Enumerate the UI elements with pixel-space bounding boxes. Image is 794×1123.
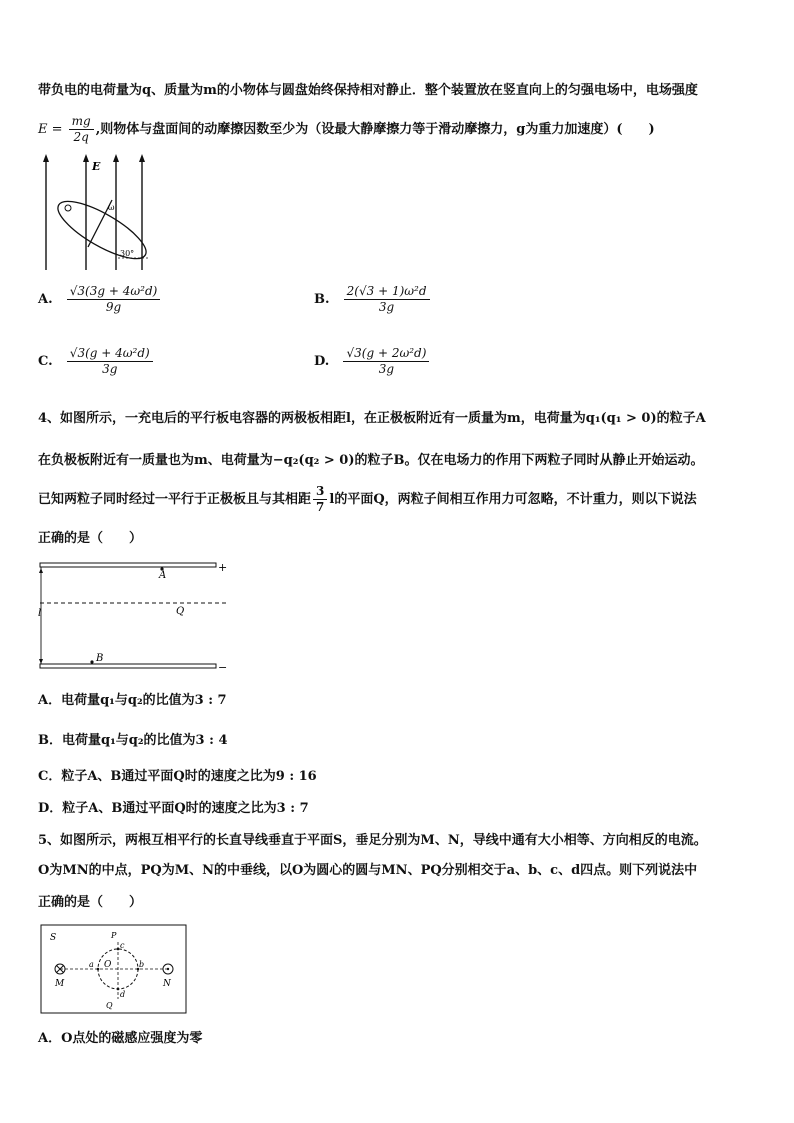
wire-out-of-page-icon (163, 964, 173, 974)
fraction-denominator: 3g (378, 362, 395, 376)
label-O: O (104, 960, 112, 970)
q3-option-c[interactable] (38, 346, 155, 377)
q3-option-b[interactable] (314, 284, 432, 315)
q4-text-line3 (38, 484, 697, 515)
fraction-denominator: 2q (73, 130, 89, 144)
parallel-wires-figure (40, 924, 190, 1016)
q4-text-line2: 在负极板附近有一质量也为m、电荷量为−q₂(q₂ > 0)的粒子B。仅在电场力的作用下两粒子同时从静止开始运动。 (38, 453, 704, 468)
label-B: B (96, 653, 104, 664)
label-Q5: Q (106, 1001, 113, 1010)
fraction-numerator: √3(g + 2ω²d) (343, 346, 429, 362)
q4-option-a[interactable]: A．电荷量q₁与q₂的比值为3 : 7 (38, 693, 227, 708)
field-strength-fraction (69, 114, 94, 145)
q5-text-line1: 5、如图所示，两根互相平行的长直导线垂直于平面S，垂足分别为M、N，导线中通有大小相等、方向相反的电流。 (38, 833, 707, 848)
capacitor-figure (36, 560, 236, 676)
q4-option-d[interactable]: D．粒子A、B通过平面Q时的速度之比为3 : 7 (38, 801, 309, 816)
label-d: d (120, 990, 126, 999)
q4-text-line1: 4、如图所示，一充电后的平行板电容器的两极板相距l，在正极板附近有一质量为m，电荷量为q₁(q₁ > 0)的粒子A (38, 411, 706, 426)
label-M: M (55, 979, 65, 989)
q3-question-text: ,则物体与盘面间的动摩擦因数至少为（设最大静摩擦力等于滑动摩擦力，g为重力加速度）( ) (95, 122, 655, 137)
fraction-denominator: 3g (378, 300, 395, 314)
option-label: D. (314, 354, 330, 369)
q3-text-line1: 带负电的电荷量为q、质量为m的小物体与圆盘始终保持相对静止．整个装置放在竖直向上的匀强电场中，电场强度 (38, 83, 698, 98)
q3-option-d[interactable] (314, 346, 431, 377)
label-Q: Q (176, 606, 185, 617)
label-N: N (163, 979, 171, 989)
label-plus: + (218, 561, 228, 574)
q4-option-b[interactable]: B．电荷量q₁与q₂的比值为3 : 4 (38, 733, 228, 748)
q3-text-line2 (38, 114, 655, 145)
q4-text-segment: l的平面Q，两粒子间相互作用力可忽略，不计重力，则以下说法 (329, 492, 697, 507)
rotating-disk-figure (38, 152, 168, 272)
fraction-numerator: √3(g + 4ω²d) (67, 346, 153, 362)
option-fraction (67, 346, 153, 377)
wire-into-page-icon (55, 964, 65, 974)
q4-text-segment: 已知两粒子同时经过一平行于正极板且与其相距 (38, 492, 312, 507)
distance-fraction (313, 484, 327, 515)
fraction-numerator: √3(3g + 4ω²d) (67, 284, 161, 300)
option-label: B. (314, 292, 330, 307)
label-angle: 30° (120, 249, 135, 258)
label-P: P (111, 931, 117, 940)
fraction-numerator: mg (69, 114, 94, 130)
q4-text-line4: 正确的是（ ） (38, 531, 143, 546)
fraction-numerator: 2(√3 + 1)ω²d (344, 284, 430, 300)
label-b: b (139, 960, 145, 969)
option-label: C. (38, 354, 53, 369)
label-minus: − (218, 661, 228, 674)
q5-option-a[interactable]: A．O点处的磁感应强度为零 (38, 1031, 203, 1046)
fraction-denominator: 3g (102, 362, 118, 376)
label-c: c (120, 941, 125, 950)
option-fraction (343, 346, 429, 377)
label-omega: ω (108, 203, 115, 212)
label-A: A (159, 570, 167, 581)
q4-option-c[interactable]: C．粒子A、B通过平面Q时的速度之比为9 : 16 (38, 769, 317, 784)
field-strength-symbol: E = (38, 122, 63, 137)
q5-text-line3: 正确的是（ ） (38, 895, 143, 910)
fraction-denominator: 9g (105, 300, 122, 314)
label-a: a (89, 960, 94, 969)
q3-option-a[interactable] (38, 284, 162, 315)
q5-text-line2: O为MN的中点，PQ为M、N的中垂线，以O为圆心的圆与MN、PQ分别相交于a、b、c、d四点。则下列说法中 (38, 863, 698, 878)
label-S: S (50, 933, 57, 943)
option-label: A. (38, 292, 53, 307)
fraction-numerator: 3 (313, 484, 327, 500)
label-l: l (38, 608, 42, 619)
label-E: E (92, 160, 101, 173)
option-fraction (67, 284, 161, 315)
fraction-denominator: 7 (316, 500, 325, 514)
option-fraction (344, 284, 430, 315)
